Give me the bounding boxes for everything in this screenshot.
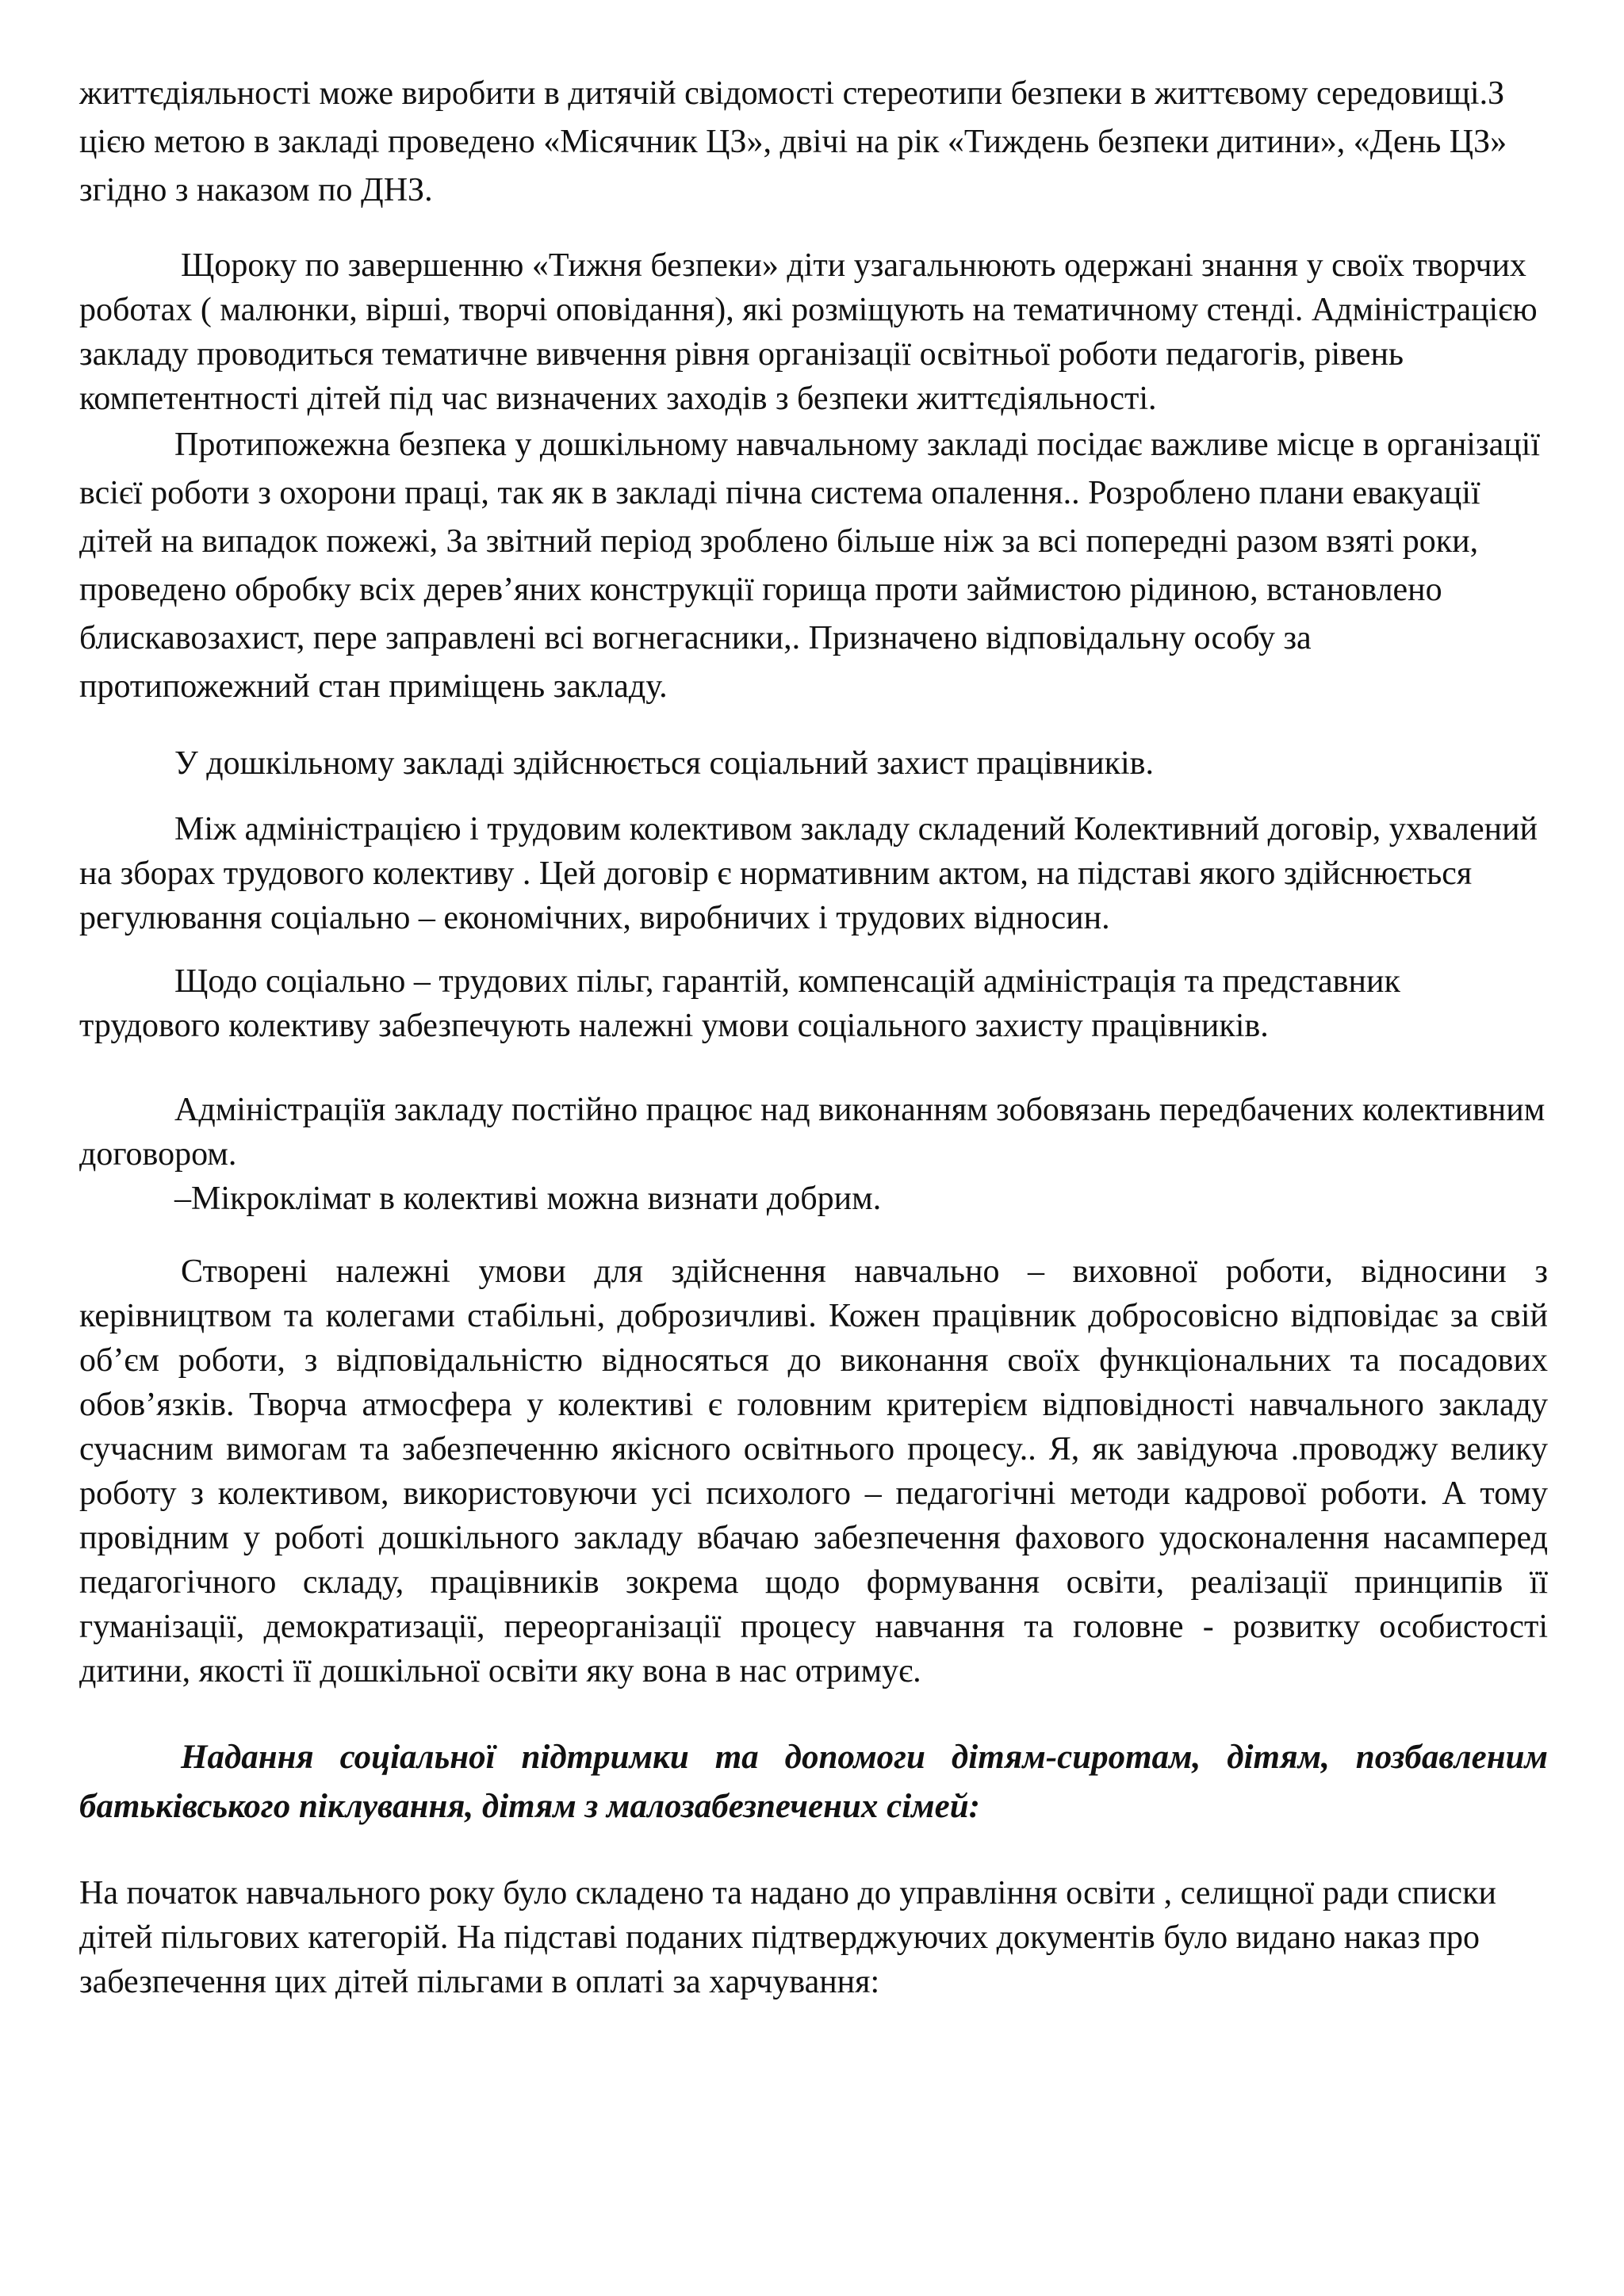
section-heading-social-support: Надання соціальної підтримки та допомоги дітям-сиротам, дітям, позбавленим батьківського піклування, дітям з малозабезпечених сімей: [79, 1739, 1548, 1825]
paragraph-safety-stereotypes: життєдіяльності може виробити в дитячій свідомості стереотипи безпеки в життєвому середовищі.З цією метою в закладі проведено «Місячник ЦЗ», двічі на рік «Тиждень безпеки дитини», «День ЦЗ» згідно з наказом по ДНЗ. [79, 75, 1507, 209]
paragraph-collective-agreement: Між адміністрацією і трудовим колективом закладу складений Колективний договір, ухвалений на зборах трудового колективу . Цей договір є нормативним актом, на підставі якого здійснюється регулювання соціально – економічних, виробничих і трудових відносин. [79, 811, 1538, 936]
paragraph-working-conditions: Створені належні умови для здійснення навчально – виховної роботи, відносини з керівництвом та колегами стабільні, доброзичливі. Кожен працівник добросовісно відповідає за свій об’єм роботи, з відповідальністю відносяться до виконання своїх функціональних та посадових обов’язків. Творча атмосфера у колективі є головним критерієм відповідності навчального закладу сучасним вимогам та забезпеченню якісного освітнього процесу.. Я, як завідуюча .проводжу велику роботу з колективом, використовуючи усі психолого – педагогічні методи кадрової роботи. А тому провідним у роботі дошкільного закладу вбачаю забезпечення фахового удосконалення насамперед педагогічного складу, працівників зокрема щодо формування освіти, реалізації принципів її гуманізації, демократизації, переорганізації процесу навчання та головне - розвитку особистості дитини, якості її дошкільної освіти яку вона в нас отримує. [79, 1253, 1548, 1689]
paragraph-administration-obligations: Адміністраціїя закладу постійно працює над виконанням зобовязань передбачених колективним договором. [79, 1092, 1545, 1173]
paragraph-fire-safety: Протипожежна безпека у дошкільному навчальному закладі посідає важливе місце в організації всієї роботи з охорони праці, так як в закладі пічна система опалення.. Розроблено плани евакуації дітей на випадок пожежі, За звітний період зроблено більше ніж за всі попередні разом взяті роки, проведено обробку всіх дерев’яних конструкції горища проти займистою рідиною, встановлено блискавозахист, пере заправлені всі вогнегасники,. Призначено відповідальну особу за протипожежний стан приміщень закладу. [79, 427, 1541, 705]
paragraph-microclimate: –Мікроклімат в колективі можна визнати добрим. [174, 1181, 882, 1217]
document-page [79, 70, 1548, 2004]
paragraph-benefit-lists: На початок навчального року було складено та надано до управління освіти , селищної ради списки дітей пільгових категорій. На підставі поданих підтверджуючих документів було видано наказ про забезпечення цих дітей пільгами в оплаті за харчування: [79, 1875, 1496, 2000]
paragraph-social-protection: У дошкільному закладі здійснюється соціальний захист працівників. [174, 745, 1155, 782]
paragraph-safety-week: Щороку по завершенню «Тижня безпеки» діти узагальнюють одержані знання у своїх творчих роботах ( малюнки, вірші, творчі оповідання), які розміщують на тематичному стенді. Адміністрацією закладу проводиться тематичне вивчення рівня організації освітньої роботи педагогів, рівень компетентності дітей під час визначених заходів з безпеки життєдіяльності. [79, 247, 1538, 417]
paragraph-labor-benefits: Щодо соціально – трудових пільг, гарантій, компенсацій адміністрація та представник трудового колективу забезпечують належні умови соціального захисту працівників. [79, 963, 1400, 1044]
